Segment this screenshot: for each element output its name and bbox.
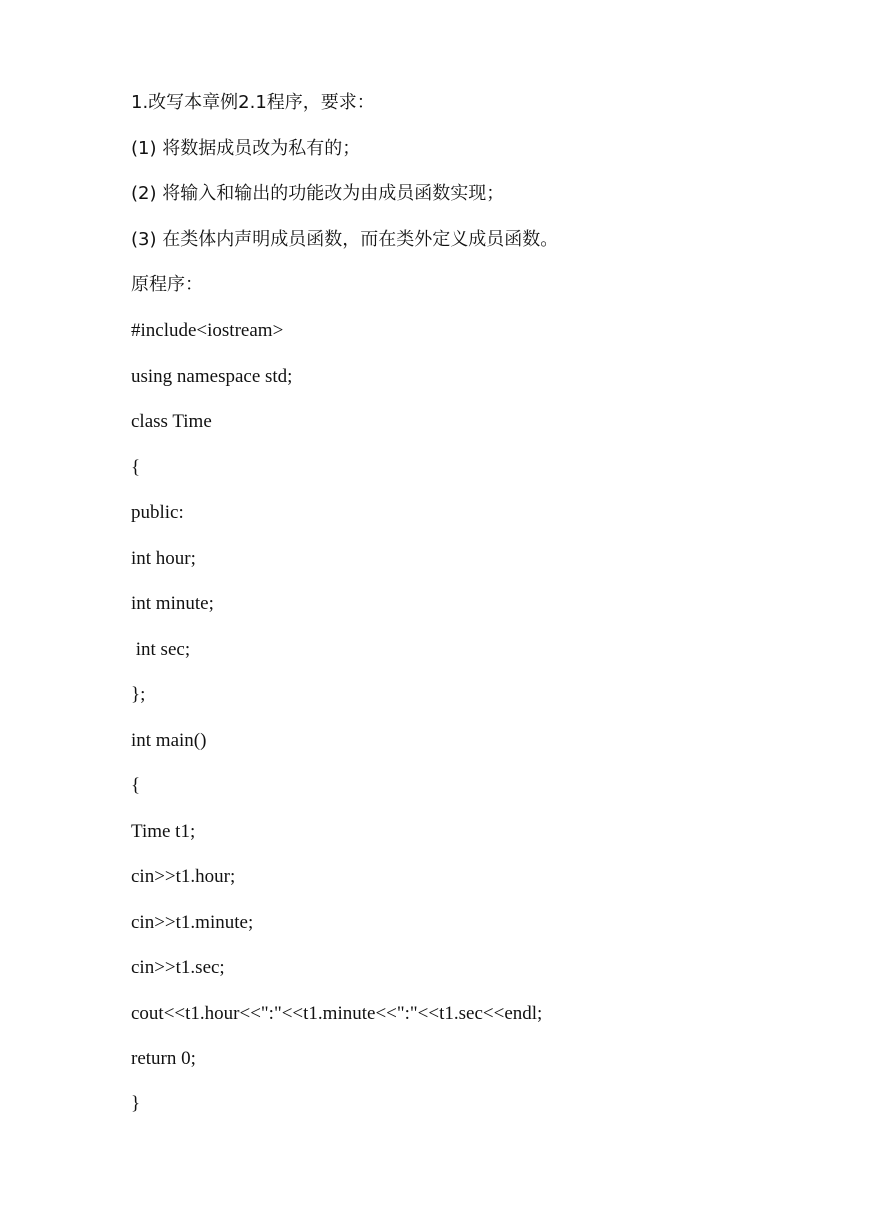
code-line: } (131, 1093, 141, 1114)
code-line: { (131, 457, 141, 478)
code-line: int main() (131, 730, 207, 751)
code-line: using namespace std; (131, 366, 293, 387)
code-line: }; (131, 684, 146, 705)
code-line: int sec; (131, 639, 191, 660)
code-line: cin>>t1.sec; (131, 957, 225, 978)
code-line: class Time (131, 411, 212, 432)
original-program-label: 原程序： (131, 274, 203, 295)
code-line: { (131, 775, 141, 796)
code-line: cout<<t1.hour<<":"<<t1.minute<<":"<<t1.sec<<endl; (131, 1003, 543, 1024)
code-line: Time t1; (131, 821, 196, 842)
code-line: #include<iostream> (131, 320, 284, 341)
requirement-2: (2) 将输入和输出的功能改为由成员函数实现； (131, 183, 505, 204)
exercise-title: 1.改写本章例2.1程序，要求： (131, 92, 375, 113)
requirement-1: (1) 将数据成员改为私有的； (131, 138, 361, 159)
requirement-3: (3) 在类体内声明成员函数，而在类外定义成员函数。 (131, 229, 559, 250)
code-line: return 0; (131, 1048, 196, 1069)
code-line: int hour; (131, 548, 196, 569)
code-line: int minute; (131, 593, 214, 614)
code-line: cin>>t1.hour; (131, 866, 236, 887)
code-line: public: (131, 502, 184, 523)
code-line: cin>>t1.minute; (131, 912, 254, 933)
